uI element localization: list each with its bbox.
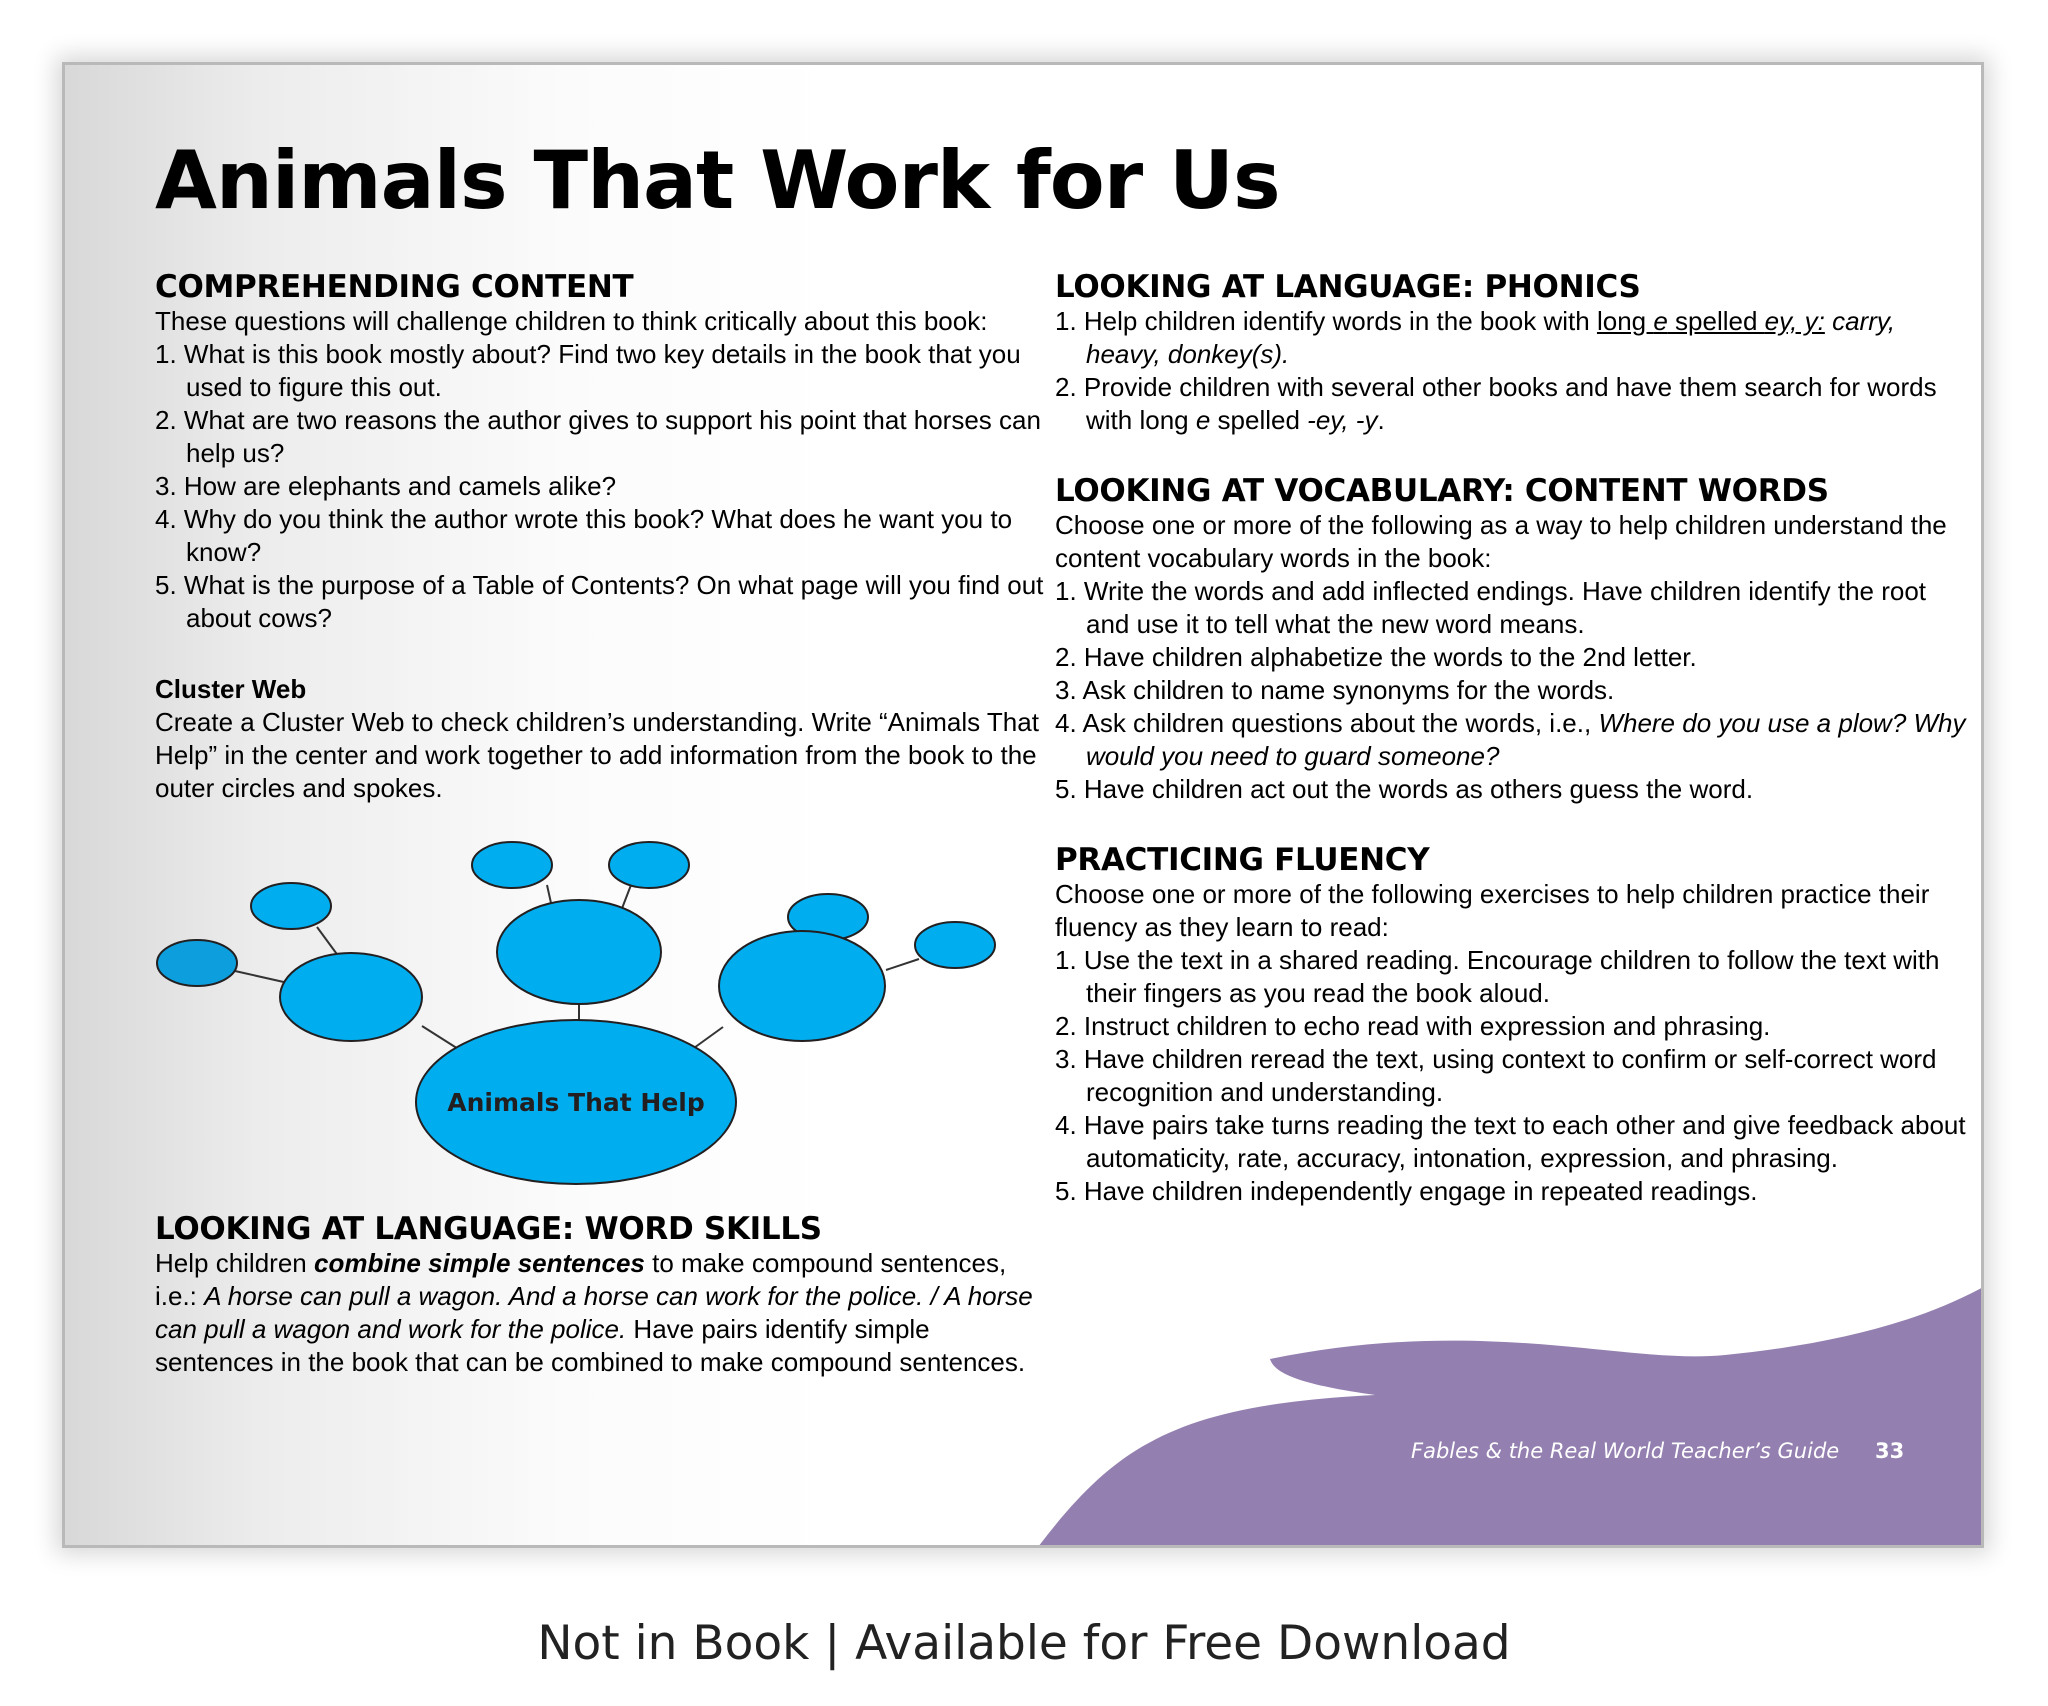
fluency-list xyxy=(1055,944,1975,1208)
phonics-section xyxy=(1055,269,1975,437)
list-item: 4. Ask children questions about the words, i.e., Where do you use a plow? Why would you need to guard someone? xyxy=(1055,708,1966,771)
page-title: Animals That Work for Us xyxy=(155,134,1280,227)
teacher-guide-page xyxy=(62,62,1984,1548)
middle-circle xyxy=(497,900,661,1004)
section-intro: These questions will challenge children to think critically about this book: xyxy=(155,306,988,336)
section-heading: COMPREHENDING CONTENT xyxy=(155,269,634,305)
list-item: 3. Ask children to name synonyms for the words. xyxy=(1055,675,1615,705)
footer-guide-title: Fables & the Real World Teacher’s Guide xyxy=(1411,1439,1840,1463)
list-item: 3. How are elephants and camels alike? xyxy=(155,471,617,501)
question-list xyxy=(155,338,1055,635)
cluster-web-instructions: Create a Cluster Web to check children’s understanding. Write “Animals That Help” in the center and work together to add information from the book to the outer circles and spokes. xyxy=(155,707,1039,803)
word-skills-section xyxy=(155,1211,1055,1379)
section-heading: LOOKING AT LANGUAGE: PHONICS xyxy=(1055,269,1641,305)
list-item: 5. Have children act out the words as others guess the word. xyxy=(1055,774,1754,804)
section-heading: PRACTICING FLUENCY xyxy=(1055,842,1430,878)
phonics-list xyxy=(1055,305,1975,437)
list-item: 4. Why do you think the author wrote this book? What does he want you to know? xyxy=(155,504,1013,567)
right-column xyxy=(1055,269,1975,1208)
cluster-web-diagram xyxy=(155,829,1015,1189)
list-item: 4. Have pairs take turns reading the text to each other and give feedback about automaticity, rate, accuracy, intonation, expression, and phrasing. xyxy=(1055,1110,1966,1173)
section-heading: LOOKING AT VOCABULARY: CONTENT WORDS xyxy=(1055,473,1829,509)
outer-circle xyxy=(157,940,237,986)
list-item: 1. Write the words and add inflected endings. Have children identify the root and use it to tell what the new word means. xyxy=(1055,576,1927,639)
middle-circle xyxy=(280,953,422,1041)
list-item: 2. Provide children with several other books and have them search for words with long e spelled -ey, -y. xyxy=(1055,372,1937,435)
list-item: 2. Have children alphabetize the words to the 2nd letter. xyxy=(1055,642,1697,672)
vocabulary-list xyxy=(1055,575,1975,806)
vocabulary-section xyxy=(1055,473,1975,806)
section-intro: Choose one or more of the following exercises to help children practice their fluency as they learn to read: xyxy=(1055,879,1930,942)
list-item: 5. Have children independently engage in repeated readings. xyxy=(1055,1176,1758,1206)
outer-circle xyxy=(472,842,552,888)
list-item: 1. Use the text in a shared reading. Encourage children to follow the text with their fingers as you read the book aloud. xyxy=(1055,945,1940,1008)
center-label: Animals That Help xyxy=(447,1088,705,1117)
list-item: 2. What are two reasons the author gives to support his point that horses can help us? xyxy=(155,405,1041,468)
cluster-web-section xyxy=(155,673,1055,1189)
outer-circle xyxy=(251,883,331,929)
page-number: 33 xyxy=(1875,1439,1905,1463)
section-heading: LOOKING AT LANGUAGE: WORD SKILLS xyxy=(155,1211,822,1247)
outer-circle xyxy=(915,922,995,968)
word-skills-text: Help children combine simple sentences to make compound sentences, i.e.: A horse can pull a wagon. And a horse can work for the police. / A horse can pull a wagon and work for the police. Have pairs identify simple sentences in the book that can be combined to make compound sentences. xyxy=(155,1248,1033,1377)
outer-circle xyxy=(609,842,689,888)
middle-circle xyxy=(719,931,885,1041)
section-intro: Choose one or more of the following as a way to help children understand the content vocabulary words in the book: xyxy=(1055,510,1947,573)
subsection-heading: Cluster Web xyxy=(155,674,307,704)
list-item: 5. What is the purpose of a Table of Contents? On what page will you find out about cows? xyxy=(155,570,1044,633)
fluency-section xyxy=(1055,842,1975,1208)
download-banner: Not in Book | Available for Free Download xyxy=(537,1616,1511,1671)
list-item: 3. Have children reread the text, using context to confirm or self-correct word recognition and understanding. xyxy=(1055,1044,1937,1107)
list-item: 1. What is this book mostly about? Find two key details in the book that you used to figure this out. xyxy=(155,339,1021,402)
list-item: 1. Help children identify words in the book with long e spelled ey, y: carry, heavy, donkey(s). xyxy=(1055,306,1896,369)
left-column xyxy=(155,269,1055,1379)
list-item: 2. Instruct children to echo read with expression and phrasing. xyxy=(1055,1011,1771,1041)
comprehending-content-section xyxy=(155,269,1055,635)
